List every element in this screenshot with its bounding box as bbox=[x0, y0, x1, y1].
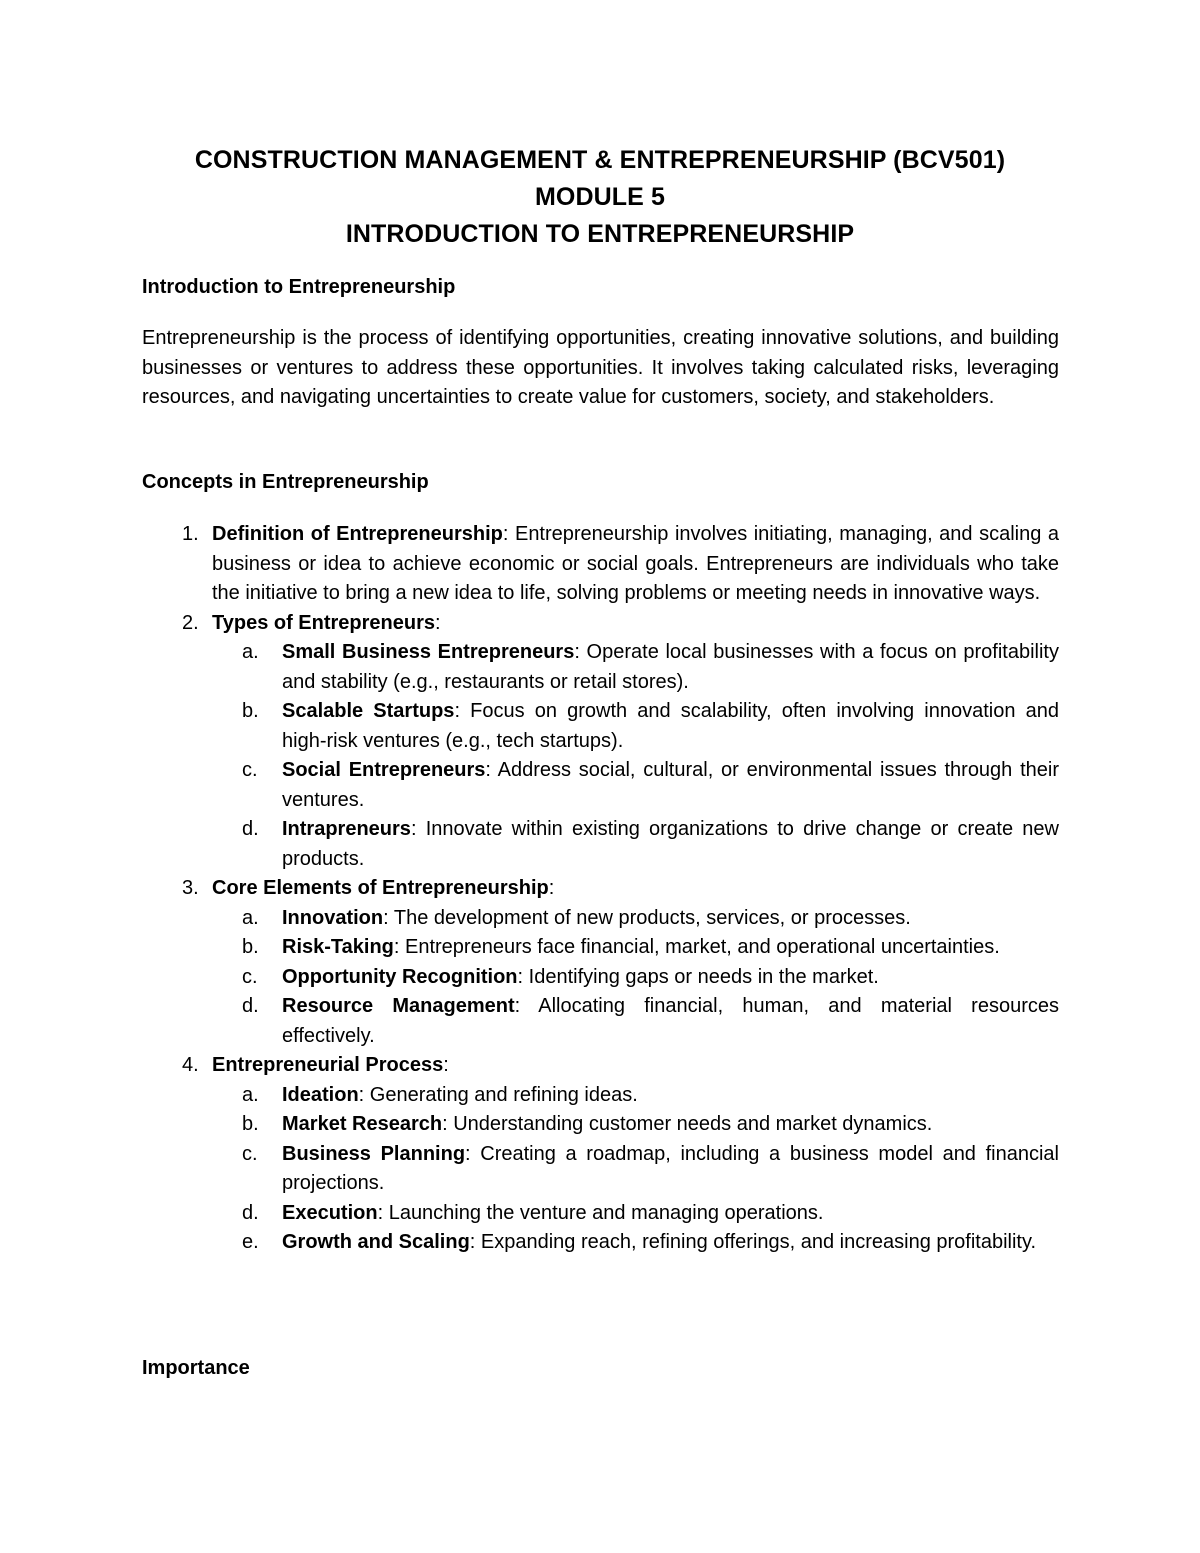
sub-letter: a. bbox=[242, 906, 259, 929]
sub-term: Growth and Scaling bbox=[282, 1231, 470, 1253]
list-term: Core Elements of Entrepreneurship bbox=[212, 877, 549, 899]
topic-title: INTRODUCTION TO ENTREPRENEURSHIP bbox=[345, 220, 855, 248]
sub-term: Market Research bbox=[282, 1113, 443, 1135]
sub-list-item bbox=[142, 815, 1059, 874]
sub-list-item bbox=[142, 756, 1059, 815]
sub-letter: e. bbox=[242, 1231, 259, 1253]
intro-paragraph: Entrepreneurship is the process of identifying opportunities, creating innovative solutions, and building businesses or ventures to address these opportunities. It involves taking calculated risks, leveraging resources, and navigating uncertainties to create value for customers, society, and stakeholders. bbox=[142, 327, 1059, 408]
sub-letter: d. bbox=[242, 995, 259, 1017]
sub-list-item bbox=[142, 638, 1059, 697]
sub-list-item bbox=[142, 992, 1059, 1051]
importance-heading: Importance bbox=[142, 1357, 250, 1379]
sub-list-item bbox=[142, 1199, 1059, 1229]
sub-term: Risk-Taking bbox=[282, 936, 394, 958]
sub-text: : Creating a roadmap, including a business model and financial projections. bbox=[282, 1142, 1059, 1194]
list-number: 4. bbox=[182, 1054, 199, 1076]
list-text: : bbox=[548, 877, 555, 899]
sub-list-item bbox=[142, 963, 1059, 993]
concepts-heading: Concepts in Entrepreneurship bbox=[142, 471, 429, 493]
concepts-list bbox=[142, 520, 1059, 1258]
sub-list-item bbox=[142, 1228, 1059, 1258]
sub-letter: d. bbox=[242, 1201, 259, 1224]
sub-text: : Expanding reach, refining offerings, and increasing profitability. bbox=[469, 1231, 1037, 1253]
sub-list-item bbox=[142, 904, 1059, 934]
sub-term: Intrapreneurs bbox=[282, 818, 411, 840]
sub-letter: b. bbox=[242, 700, 259, 722]
list-item bbox=[142, 609, 1059, 639]
sub-term: Resource Management bbox=[282, 995, 515, 1017]
sub-term: Small Business Entrepreneurs bbox=[282, 641, 575, 663]
list-text: : bbox=[435, 611, 441, 634]
sub-text: : Innovate within existing organizations to drive change or create new products. bbox=[282, 818, 1059, 870]
sub-text: : Launching the venture and managing operations. bbox=[377, 1201, 824, 1224]
sub-term: Innovation bbox=[282, 906, 384, 929]
list-text: : Entrepreneurship involves initiating, managing, and scaling a business or idea to achieve economic or social goals. Entrepreneurs are individuals who take the initiative to bring a new idea to life, solving problems or meeting needs in innovative ways. bbox=[212, 523, 1059, 604]
list-item bbox=[142, 1051, 1059, 1081]
list-item bbox=[142, 874, 1059, 904]
course-title: CONSTRUCTION MANAGEMENT & ENTREPRENEURSHIP (BCV501) bbox=[194, 146, 1006, 174]
sub-term: Social Entrepreneurs bbox=[282, 759, 486, 781]
sub-letter: c. bbox=[242, 965, 258, 988]
sub-term: Scalable Startups bbox=[282, 700, 455, 722]
list-term: Entrepreneurial Process bbox=[212, 1054, 444, 1076]
sub-letter: b. bbox=[242, 936, 259, 958]
sub-text: : Operate local businesses with a focus on profitability and stability (e.g., restaurants or retail stores). bbox=[282, 641, 1059, 693]
sub-list-item bbox=[142, 697, 1059, 756]
sub-text: : Address social, cultural, or environmental issues through their ventures. bbox=[282, 759, 1059, 811]
module-title: MODULE 5 bbox=[535, 183, 665, 211]
sub-list-item bbox=[142, 1110, 1059, 1140]
list-term: Definition of Entrepreneurship bbox=[212, 523, 503, 545]
sub-letter: a. bbox=[242, 1083, 259, 1106]
list-term: Types of Entrepreneurs bbox=[212, 611, 436, 634]
sub-text: : Entrepreneurs face financial, market, and operational uncertainties. bbox=[393, 936, 1000, 958]
sub-text: : The development of new products, services, or processes. bbox=[383, 906, 911, 929]
list-text: : bbox=[443, 1054, 449, 1076]
list-item bbox=[142, 520, 1059, 609]
sub-text: : Understanding customer needs and market dynamics. bbox=[442, 1113, 933, 1135]
sub-term: Opportunity Recognition bbox=[282, 965, 518, 988]
sub-term: Business Planning bbox=[282, 1142, 466, 1165]
sub-term: Ideation bbox=[282, 1083, 359, 1106]
sub-text: : Identifying gaps or needs in the market. bbox=[517, 965, 879, 988]
sub-text: : Allocating financial, human, and material resources effectively. bbox=[282, 995, 1059, 1047]
sub-letter: b. bbox=[242, 1113, 259, 1135]
list-number: 1. bbox=[182, 523, 199, 545]
sub-letter: c. bbox=[242, 1142, 258, 1165]
sub-letter: d. bbox=[242, 818, 259, 840]
sub-term: Execution bbox=[282, 1201, 378, 1224]
sub-letter: a. bbox=[242, 641, 259, 663]
sub-list-item bbox=[142, 1140, 1059, 1199]
list-number: 3. bbox=[182, 877, 199, 899]
sub-letter: c. bbox=[242, 759, 258, 781]
sub-text: : Generating and refining ideas. bbox=[358, 1083, 638, 1106]
document-title bbox=[0, 142, 1200, 253]
intro-heading: Introduction to Entrepreneurship bbox=[142, 276, 456, 298]
sub-text: : Focus on growth and scalability, often involving innovation and high-risk ventures (e.g., tech startups). bbox=[282, 700, 1059, 752]
sub-list-item bbox=[142, 1081, 1059, 1111]
sub-list-item bbox=[142, 933, 1059, 963]
list-number: 2. bbox=[182, 611, 199, 634]
